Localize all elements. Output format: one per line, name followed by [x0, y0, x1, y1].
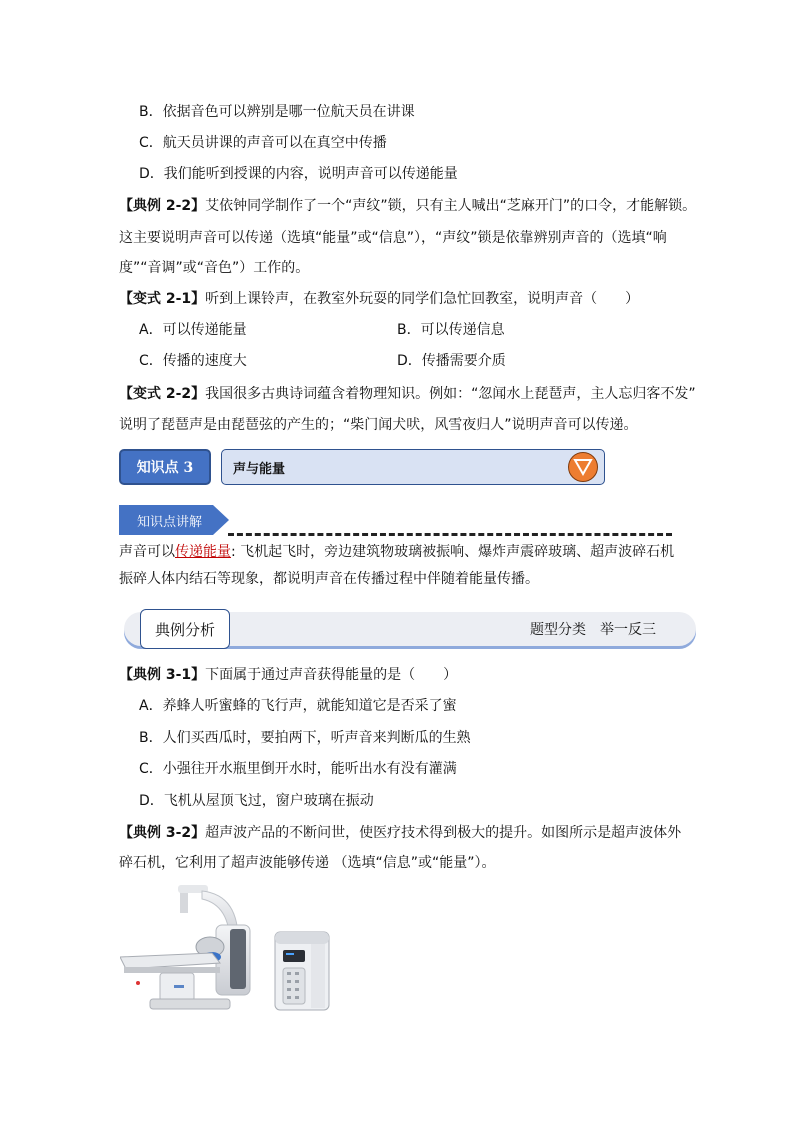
- knowledge-point-title: 声与能量: [233, 462, 286, 477]
- example-3-1-option-d: D．飞机从屋顶飞过，窗户玻璃在振动: [139, 793, 374, 809]
- keyword-energy: 传递能量: [175, 544, 231, 560]
- example-3-1-option-c: C．小强往开水瓶里倒开水时，能听出水有没有灌满: [139, 761, 457, 777]
- example-3-2-line1: 【典例 3-2】超声波产品的不断问世，使医疗技术得到极大的提升。如图所示是超声波体外: [119, 825, 682, 841]
- variant-2-1-option-c: C．传播的速度大: [139, 353, 247, 369]
- explanation-line1: 声音可以传递能量: 飞机起飞时，旁边建筑物玻璃被振响、爆炸声震碎玻璃、超声波碎石机: [119, 544, 675, 560]
- example-2-2-line1: 【典例 2-2】艾依钟同学制作了一个“声纹”锁，只有主人喊出“芝麻开门”的口令，才能解锁。: [119, 198, 697, 214]
- knowledge-point-label: 知识点 3: [119, 449, 211, 485]
- example-3-2-tag: 【典例 3-2】: [119, 825, 206, 841]
- variant-2-1-tag: 【变式 2-1】: [119, 291, 206, 307]
- variant-2-2-line2: 说明了琵琶声是由琵琶弦的产生的；“柴门闻犬吠，风雪夜归人”说明声音可以传递。: [119, 417, 638, 433]
- example-analysis-tab: 典例分析: [140, 609, 230, 649]
- example-2-2-line3: 度”“音调”或“音色”）工作的。: [119, 260, 310, 276]
- example-3-2-line2: 碎石机，它利用了超声波能够传递 （选填“信息”或“能量”）。: [119, 855, 496, 871]
- option-d: D．我们能听到授课的内容，说明声音可以传递能量: [139, 166, 458, 182]
- variant-2-1-option-b: B．可以传递信息: [397, 322, 505, 338]
- example-3-1-option-a: A．养蜂人听蜜蜂的飞行声，就能知道它是否采了蜜: [139, 698, 457, 714]
- variant-2-1-option-a: A．可以传递能量: [139, 322, 247, 338]
- example-2-2-line2: 这主要说明声音可以传递（选填“能量”或“信息”），“声纹”锁是依靠辨别声音的（选填“响: [119, 230, 667, 246]
- option-c: C．航天员讲课的声音可以在真空中传播: [139, 135, 387, 151]
- example-2-2-tag: 【典例 2-2】: [119, 198, 206, 214]
- knowledge-point-bar: [221, 449, 605, 485]
- variant-2-2-line1: 【变式 2-2】我国很多古典诗词蕴含着物理知识。例如：“忽闻水上琵琶声，主人忘归客不发”: [119, 386, 696, 402]
- option-b: B．依据音色可以辨别是哪一位航天员在讲课: [139, 104, 415, 120]
- example-3-1-stem: 【典例 3-1】下面属于通过声音获得能量的是（ ）: [119, 667, 458, 683]
- variant-2-1-option-d: D．传播需要介质: [397, 353, 506, 369]
- variant-2-1-stem: 【变式 2-1】听到上课铃声，在教室外玩耍的同学们急忙回教室，说明声音（ ）: [119, 291, 640, 307]
- example-3-1-tag: 【典例 3-1】: [119, 667, 206, 683]
- control-console-image: [273, 930, 331, 1012]
- dashed-divider: [228, 533, 672, 536]
- lithotripter-machine-image: [120, 885, 262, 1013]
- explanation-tab-label: 知识点讲解: [137, 514, 203, 530]
- explanation-line2: 振碎人体内结石等现象，都说明声音在传播过程中伴随着能量传播。: [119, 571, 539, 587]
- example-3-1-option-b: B．人们买西瓜时，要拍两下，听声音来判断瓜的生熟: [139, 730, 471, 746]
- banner-subtitle: 题型分类 举一反三: [530, 622, 656, 638]
- expand-arrow-icon[interactable]: [568, 452, 598, 482]
- variant-2-2-tag: 【变式 2-2】: [119, 386, 206, 402]
